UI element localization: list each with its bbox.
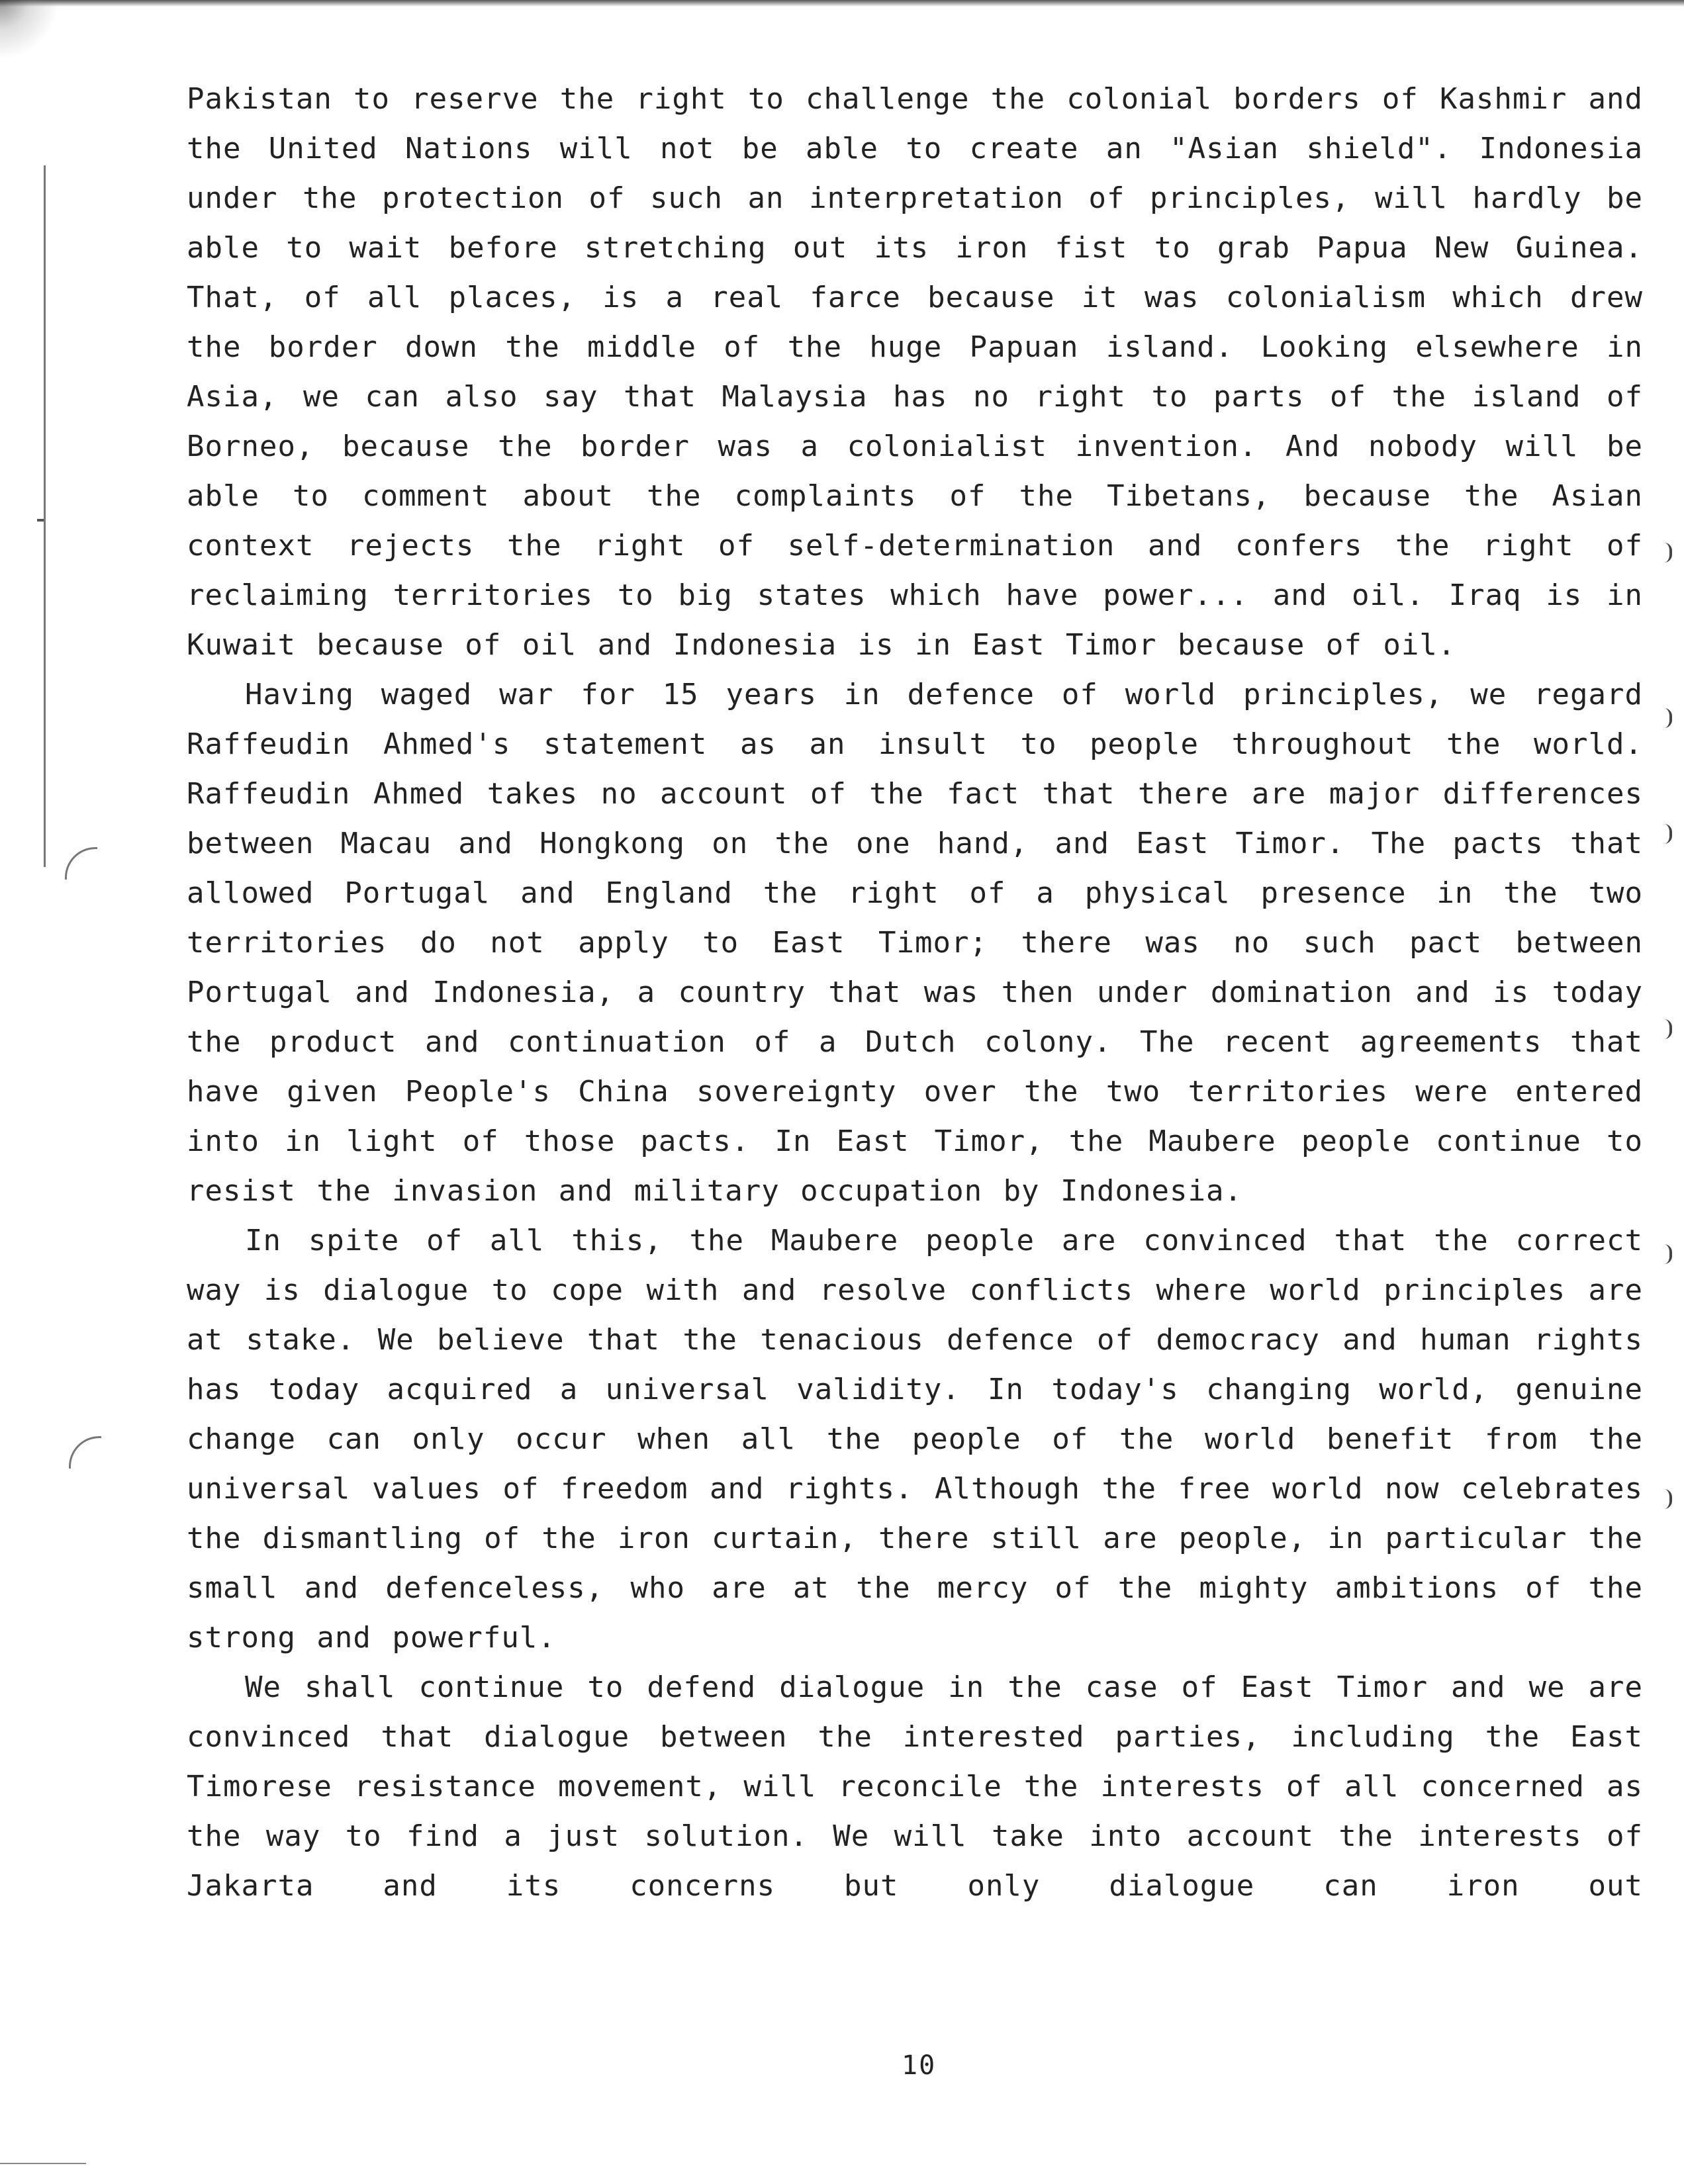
margin-mark [1660, 1244, 1672, 1264]
margin-mark [69, 1436, 101, 1469]
paragraph: In spite of all this, the Maubere people are convinced that the correct way is dialogue to cope with and resolve conflicts where world principles are at stake. We believe that the tenacious defence of democracy and human rights has today acquired a universal validity. In today's changing world, genuine change can only occur when all the people of the world benefit from the universal values of freedom and rights. Although the free world now celebrates the dismantling of the iron curtain, there still are people, in particular the small and defenceless, who are at the mercy of the mighty ambitions of the strong and powerful. [187, 1224, 1643, 1655]
margin-mark [65, 847, 97, 880]
margin-line [44, 165, 46, 867]
scan-top-edge [0, 0, 1684, 7]
paragraph: Pakistan to reserve the right to challenge the colonial borders of Kashmir and the United Nations will not be able to create an "Asian shield". Indonesia under the protection of such an interpretation of principles, will hardly be able to wait before stretching out its iron fist to grab Papua New Guinea. That, of all places, is a real farce because it was colonialism which drew the border down the middle of the huge Papuan island. Looking elsewhere in Asia, we can also say that Malaysia has no right to parts of the island of Borneo, because the border was a colonialist invention. And nobody will be able to comment about the complaints of the Tibetans, because the Asian context rejects the right of self-determination and confers the right of reclaiming territories to big states which have power... and oil. Iraq is in Kuwait because of oil and Indonesia is in East Timor because of oil. [187, 82, 1643, 662]
margin-mark [1660, 1019, 1672, 1039]
paragraph: We shall continue to defend dialogue in the case of East Timor and we are convinced that dialogue between the interested parties, including the East Timorese resistance movement, will reconcile the interests of all concerned as the way to find a just solution. We will take into account the interests of Jakarta and its concerns but only dialogue can iron out [187, 1670, 1643, 1903]
paragraph: Having waged war for 15 years in defence of world principles, we regard Raffeudin Ahmed's statement as an insult to people throughout the world. Raffeudin Ahmed takes no account of the fact that there are major differences between Macau and Hongkong on the one hand, and East Timor. The pacts that allowed Portugal and England the right of a physical presence in the two territories do not apply to East Timor; there was no such pact between Portugal and Indonesia, a country that was then under domination and is today the product and continuation of a Dutch colony. The recent agreements that have given People's China sovereignty over the two territories were entered into in light of those pacts. In East Timor, the Maubere people continue to resist the invasion and military occupation by Indonesia. [187, 678, 1643, 1208]
scan-corner-smudge [0, 0, 60, 60]
page-number: 10 [902, 2050, 937, 2081]
margin-mark [1660, 708, 1672, 728]
margin-mark [1660, 1489, 1672, 1509]
margin-mark [1660, 543, 1672, 563]
scan-bottom-line [0, 2163, 86, 2164]
body-text [187, 74, 1643, 1911]
margin-mark [1660, 824, 1672, 844]
margin-tick [37, 519, 44, 522]
